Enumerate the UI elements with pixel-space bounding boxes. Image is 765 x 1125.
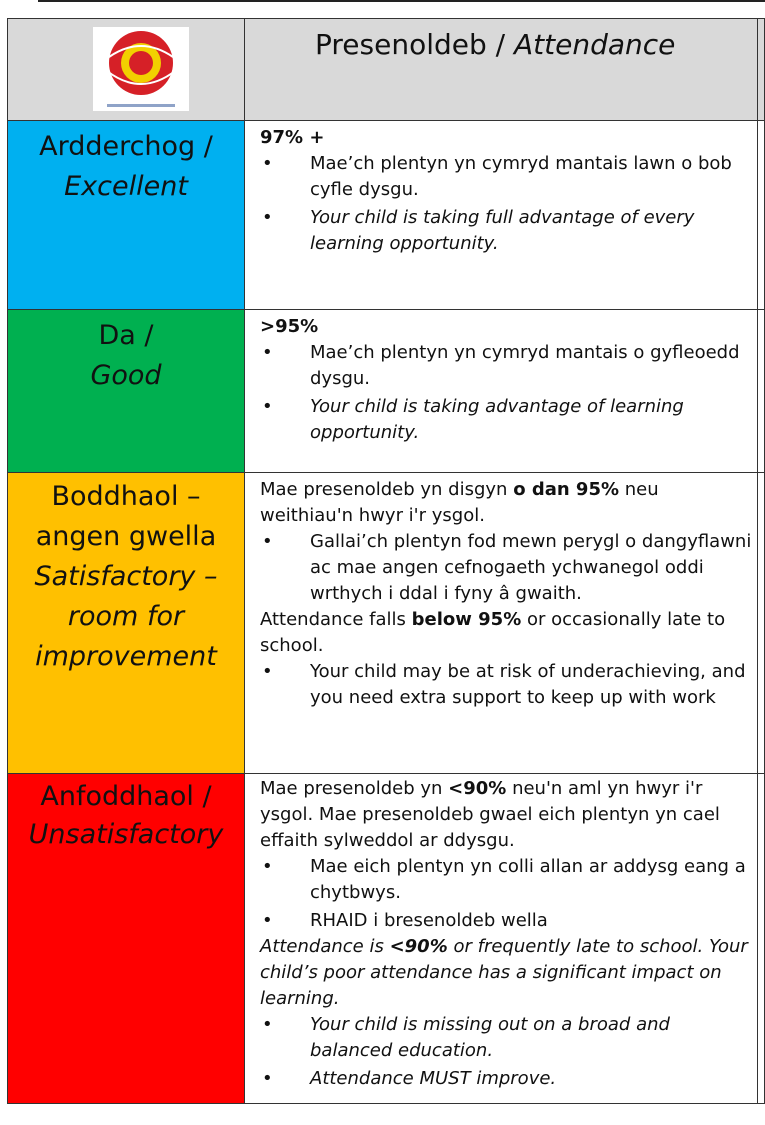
rating-cy: Da /	[98, 320, 154, 351]
page-title: Presenoldeb / Attendance	[315, 28, 676, 61]
bullet-en: • Your child is missing out on a broad and balanced education.	[260, 1012, 752, 1064]
bullet-en: • Your child is taking advantage of learning opportunity.	[260, 394, 752, 446]
intro-en: Attendance is <90% or frequently late to school. Your child’s poor attendance has a significant impact on learning.	[260, 936, 748, 1009]
logo-cell	[7, 18, 245, 121]
bullet-cy: • Mae’ch plentyn yn cymryd mantais lawn o bob cyfle dysgu.	[260, 151, 752, 203]
rating-en: Satisfactory –	[34, 561, 218, 592]
rating-cy: Ardderchog /	[39, 131, 213, 162]
bullet-cy: • Mae’ch plentyn yn cymryd mantais o gyfleoedd dysgu.	[260, 340, 752, 392]
top-rule	[38, 0, 765, 2]
rating-en-3: improvement	[35, 641, 217, 672]
rating-en-2: room for	[67, 601, 185, 632]
row-unsatisfactory	[7, 773, 765, 1104]
description-cell-unsatisfactory	[244, 773, 765, 1104]
row-excellent	[7, 120, 765, 310]
description-cell-good	[244, 309, 765, 473]
intro-cy: Mae presenoldeb yn <90% neu'n aml yn hwyr i'r ysgol. Mae presenoldeb gwael eich plentyn yn cael effaith sylweddol ar ddysgu.	[260, 778, 720, 851]
rating-cell-satisfactory	[7, 472, 245, 774]
rating-cy-2: angen gwella	[35, 521, 217, 552]
description-cell-satisfactory	[244, 472, 765, 774]
rating-cell-unsatisfactory	[7, 773, 245, 1104]
bullet-en: • Your child may be at risk of underachieving, and you need extra support to keep up with work	[260, 659, 752, 711]
rating-cell-good	[7, 309, 245, 473]
bullet-cy: • Mae eich plentyn yn colli allan ar addysg eang a chytbwys.	[260, 854, 752, 906]
bullet-en: • Attendance MUST improve.	[260, 1066, 752, 1092]
rating-en: Excellent	[64, 171, 188, 202]
bullet-cy: • Gallai’ch plentyn fod mewn perygl o dangyflawni ac mae angen cefnogaeth ychwanegol oddi wrthych i ddal i fyny â gwaith.	[260, 529, 752, 607]
row-good	[7, 309, 765, 473]
threshold: >95%	[260, 316, 319, 337]
rating-en: Unsatisfactory	[28, 819, 224, 850]
rating-en: Good	[90, 360, 162, 391]
intro-cy: Mae presenoldeb yn disgyn o dan 95% neu weithiau'n hwyr i'r ysgol.	[260, 479, 659, 526]
bullet-cy: • RHAID i bresenoldeb wella	[260, 908, 752, 934]
rating-cell-excellent	[7, 120, 245, 310]
header-row	[7, 18, 765, 121]
threshold: 97% +	[260, 127, 325, 148]
rating-cy: Boddhaol –	[51, 481, 201, 512]
rating-cy: Anfoddhaol /	[40, 781, 212, 812]
school-logo-icon	[93, 27, 189, 111]
description-cell-excellent	[244, 120, 765, 310]
intro-en: Attendance falls below 95% or occasionally late to school.	[260, 609, 726, 656]
row-satisfactory	[7, 472, 765, 774]
title-cell	[244, 18, 765, 121]
bullet-en: • Your child is taking full advantage of every learning opportunity.	[260, 205, 752, 257]
